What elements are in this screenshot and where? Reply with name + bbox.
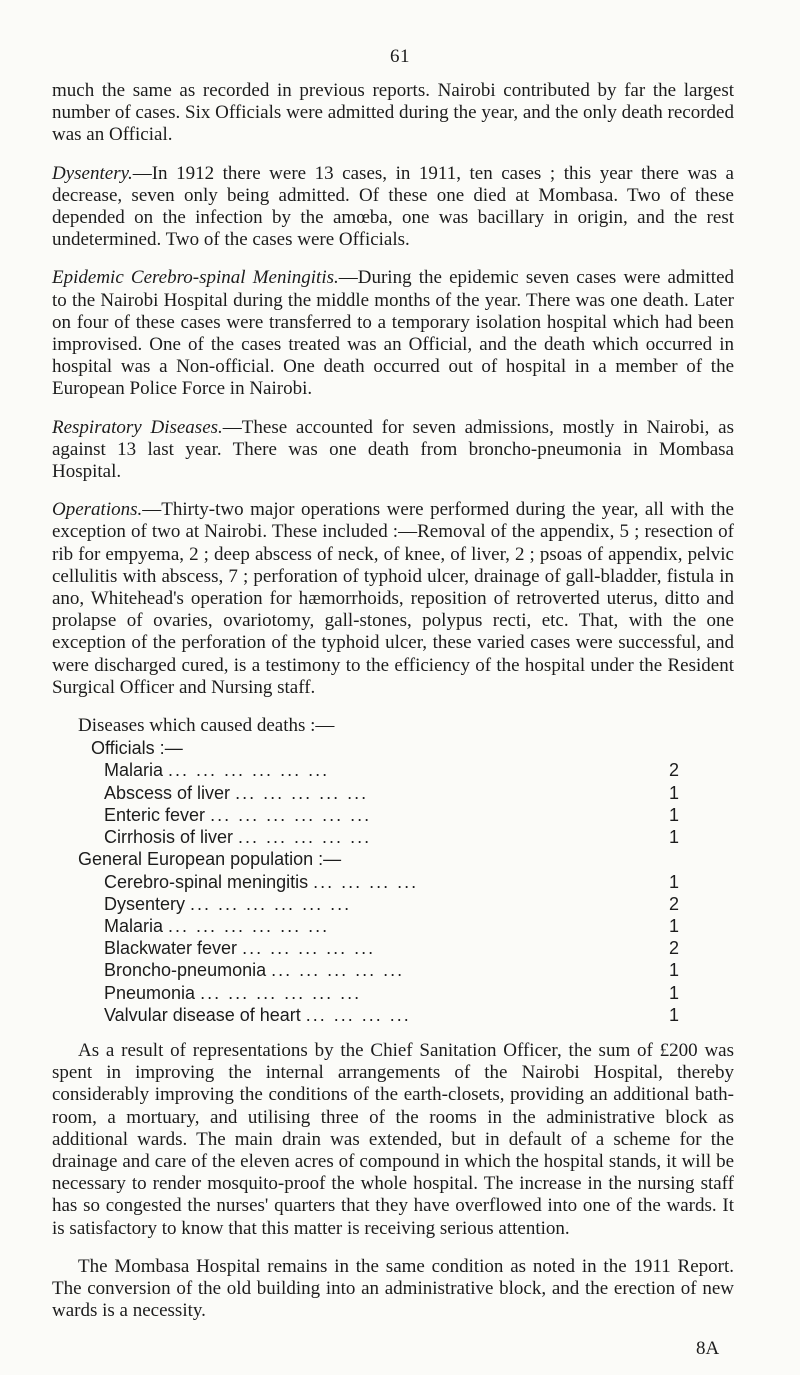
signature-mark: 8A xyxy=(696,1338,720,1359)
paragraph-representations: As a result of representations by the Chief Sanitation Officer, the sum of £200 was spent in improving the internal arrangements of the Nairobi Hospital, thereby considerably improving the conditions of the earth-closets, providing an additional bath-room, a mortuary, and utilising three of the rooms in the administrative block as additional wards. The main drain was extended, but in default of a scheme for the drainage and care of the eleven acres of compound in which the hospital stands, it will be necessary to render mosquito-proof the whole hospital. The increase in the nursing staff has so congested the nurses' quarters that they have overflowed into one of the wards. It is satisfactory to know that this matter is receiving serious attention. xyxy=(52,1039,734,1239)
page-body xyxy=(52,80,734,1322)
row-value: 2 xyxy=(668,760,679,781)
leader-dots: ... ... ... ... ... ... xyxy=(168,915,330,936)
row-label: Blackwater fever xyxy=(104,938,238,959)
leader-dots: ... ... ... ... ... ... xyxy=(210,804,372,825)
table-row xyxy=(52,982,679,1004)
row-label: Abscess of liver xyxy=(104,782,231,803)
respiratory-text: —These accounted for seven admissions, mostly in Nairobi, as against 13 last year. There was one death from broncho-pneumonia in Mombasa Hospital. xyxy=(52,416,734,483)
row-label: Dysentery xyxy=(104,893,186,914)
row-label: Pneumonia xyxy=(104,982,196,1003)
paragraph-dysentery xyxy=(52,163,734,252)
officials-group-row xyxy=(52,737,679,759)
row-label: Broncho-pneumonia xyxy=(104,960,267,981)
leader-dots: ... ... ... ... ... xyxy=(242,938,376,959)
table-row xyxy=(52,804,679,826)
paragraph-intro: much the same as recorded in previous reports. Nairobi contributed by far the largest number of cases. Six Officials were admitted during the year, and the only death recorded was an Official. xyxy=(52,80,734,146)
row-label: Malaria xyxy=(104,760,164,781)
table-row xyxy=(52,893,679,915)
table-row xyxy=(52,959,679,981)
row-label: Cirrhosis of liver xyxy=(104,827,234,848)
table-row xyxy=(52,759,679,781)
dysentery-text: —In 1912 there were 13 cases, in 1911, ten cases ; this year there was a decrease, seven only being admitted. Of these one died at Mombasa. Two of these depended on the infection by the amœba, one was bacillary in origin, and the rest undetermined. Two of the cases were Officials. xyxy=(52,162,734,251)
row-value: 2 xyxy=(668,938,679,959)
row-value: 1 xyxy=(668,804,679,825)
row-label: Enteric fever xyxy=(104,804,206,825)
paragraph-meningitis xyxy=(52,267,734,400)
operations-text: —Thirty-two major operations were performed during the year, all with the exception of two at Nairobi. These included :—Removal of the appendix, 5 ; resection of rib for empyema, 2 ; deep abscess of neck, of knee, of liver, 2 ; psoas of appendix, pelvic cellulitis with abscess, 7 ; perforation of typhoid ulcer, drainage of gall-bladder, fistula in ano, Whitehead's operation for hæmorrhoids, reposition of retroverted uterus, ditto and prolapse of ovaries, ovariotomy, gall-stones, polypus recti, etc. That, with the one exception of the perforation of the typhoid ulcer, these varied cases were successful, and were discharged cured, is a testimony to the efficiency of the hospital under the Resident Surgical Officer and Nursing staff. xyxy=(52,499,734,698)
leader-dots: ... ... ... ... xyxy=(305,1004,411,1025)
paragraph-respiratory xyxy=(52,417,734,484)
row-value: 1 xyxy=(668,1004,679,1025)
row-label: Valvular disease of heart xyxy=(104,1004,301,1025)
leader-dots: ... ... ... ... ... xyxy=(235,782,369,803)
leader-dots: ... ... ... ... ... xyxy=(271,960,405,981)
leader-dots: ... ... ... ... ... ... xyxy=(190,893,352,914)
row-value: 1 xyxy=(668,871,679,892)
table-row xyxy=(52,937,679,959)
row-value: 1 xyxy=(668,782,679,803)
row-value: 1 xyxy=(668,915,679,936)
table-row xyxy=(52,826,679,848)
table-row xyxy=(52,871,679,893)
table-row xyxy=(52,782,679,804)
page-number: 61 xyxy=(390,46,410,67)
row-label: Cerebro-spinal meningitis xyxy=(104,871,309,892)
general-group-row xyxy=(52,848,679,870)
paragraph-mombasa: The Mombasa Hospital remains in the same condition as noted in the 1911 Report. The conversion of the old building into an administrative block, and the erection of new wards is a necessity. xyxy=(52,1255,734,1322)
deaths-intro: Diseases which caused deaths :— xyxy=(78,715,335,737)
row-label: Malaria xyxy=(104,915,164,936)
meningitis-heading: Epidemic Cerebro-spinal Meningitis. xyxy=(52,267,339,289)
row-value: 1 xyxy=(668,982,679,1003)
paragraph-operations xyxy=(52,499,734,699)
general-title: General European population :— xyxy=(78,849,342,870)
row-value: 1 xyxy=(668,960,679,981)
table-row xyxy=(52,915,679,937)
leader-dots: ... ... ... ... ... xyxy=(238,827,372,848)
respiratory-heading: Respiratory Diseases. xyxy=(52,416,223,438)
meningitis-text: —During the epidemic seven cases were admitted to the Nairobi Hospital during the middle months of the year. There was one death. Later on four of these cases were transferred to a temporary isolation hospital which had been improvised. One of the cases treated was an Official, and the death which occurred in hospital was a Non-official. One death occurred out of hospital in a member of the European Police Force in Nairobi. xyxy=(52,267,735,400)
leader-dots: ... ... ... ... xyxy=(313,871,419,892)
officials-title: Officials :— xyxy=(91,738,183,759)
row-value: 1 xyxy=(668,827,679,848)
leader-dots: ... ... ... ... ... ... xyxy=(168,760,330,781)
operations-heading: Operations. xyxy=(52,499,143,521)
row-value: 2 xyxy=(668,893,679,914)
table-row xyxy=(52,1004,679,1026)
leader-dots: ... ... ... ... ... ... xyxy=(200,982,362,1003)
dysentery-heading: Dysentery. xyxy=(52,162,133,184)
deaths-table xyxy=(52,737,679,1026)
